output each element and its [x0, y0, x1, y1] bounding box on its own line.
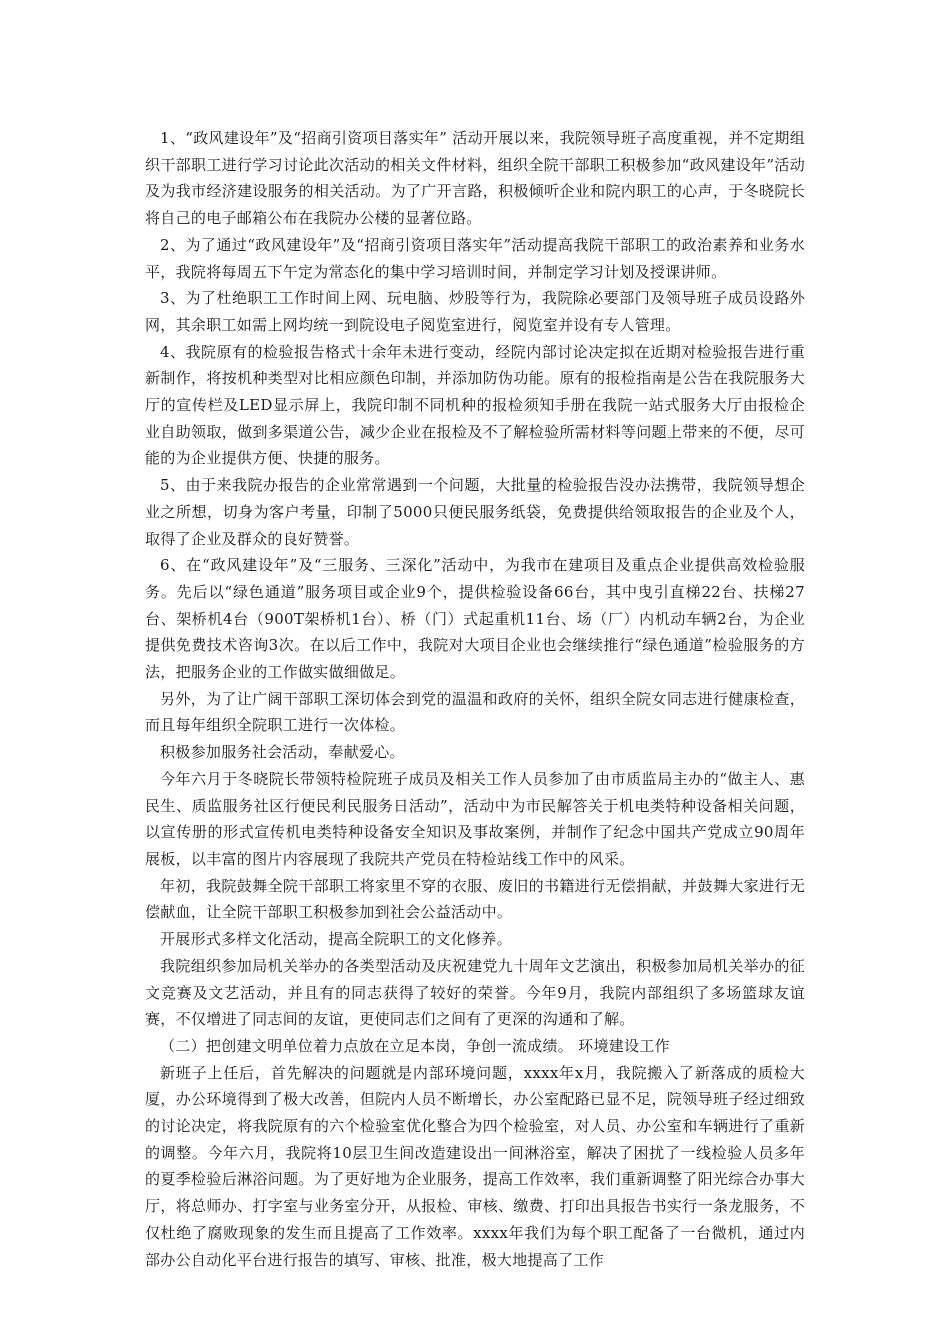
paragraph-6: 6、在“政风建设年”及“三服务、三深化”活动中，为我市在建项目及重点企业提供高效检验服务。先后以“绿色通道”服务项目或企业9个，提供检验设备66台，其中曳引直梯22台、扶梯27台、架桥机4台（900T架桥机1台）、桥（门）式起重机11台、场（厂）内机动车辆2台，为企业提供免费技术咨询3次。在以后工作中，我院对大项目企业也会继续推行“绿色通道”检验服务的方法，把服务企业的工作做实做细做足。	[145, 556, 805, 682]
document-body	[145, 125, 805, 1273]
paragraph-health-check: 另外，为了让广阔干部职工深切体会到党的温温和政府的关怀，组织全院女同志进行健康检查，而且每年组织全院职工进行一次体检。	[145, 689, 805, 735]
paragraph-environment: 新班子上任后，首先解决的问题就是内部环境问题，xxxx年x月，我院搬入了新落成的质检大厦，办公环境得到了极大改善，但院内人员不断增长，办公室配路已显不足，院领导班子经过细致的讨论决定，将我院原有的六个检验室优化整合为四个检验室，对人员、办公室和车辆进行了重新的调整。今年六月，我院将10层卫生间改造建设出一间淋浴室，解决了困扰了一线检验人员多年的夏季检验后淋浴问题。为了更好地为企业服务，提高工作效率，我们重新调整了阳光综合办事大厅，将总师办、打字室与业务室分开，从报检、审核、缴费、打印出具报告书实行一条龙服务，不仅杜绝了腐败现象的发生而且提高了工作效率。xxxx年我们为每个职工配备了一台微机，通过内部办公自动化平台进行报告的填写、审核、批准，极大地提高了工作	[145, 1063, 805, 1269]
section-heading-social-service: 积极参加服务社会活动，奉献爱心。	[160, 743, 405, 762]
paragraph-june-activity: 今年六月于冬晓院长带领特检院班子成员及相关工作人员参加了由市质监局主办的“做主人、惠民生、质监服务社区行便民利民服务日活动”，活动中为市民解答关于机电类特种设备相关问题，以宣传册的形式宣传机电类特种设备安全知识及事故案例，并制作了纪念中国共产党成立90周年展板，以丰富的图片内容展现了我院共产党员在特检站线工作中的风采。	[145, 769, 805, 868]
paragraph-5: 5、由于来我院办报告的企业常常遇到一个问题，大批量的检验报告没办法携带，我院领导想企业之所想，切身为客户考量，印制了5000只便民服务纸袋，免费提供给领取报告的企业及个人，取得了企业及群众的良好赞誉。	[145, 476, 805, 548]
paragraph-2: 2、为了通过“政风建设年”及“招商引资项目落实年”活动提高我院干部职工的政治素养和业务水平，我院将每周五下午定为常态化的集中学习培训时间，并制定学习计划及授课讲师。	[145, 235, 805, 281]
paragraph-3: 3、为了杜绝职工工作时间上网、玩电脑、炒股等行为，我院除必要部门及领导班子成员设路外网，其余职工如需上网均统一到院设电子阅览室进行，阅览室并设有专人管理。	[145, 289, 805, 334]
section-heading-part-two: （二）把创建文明单位着力点放在立足本岗，争创一流成绩。 环境建设工作	[160, 1036, 670, 1055]
paragraph-donation: 年初，我院鼓舞全院干部职工将家里不穿的衣服、废旧的书籍进行无偿捐献，并鼓舞大家进行无偿献血，让全院干部职工积极参加到社会公益活动中。	[145, 876, 805, 922]
paragraph-4: 4、我院原有的检验报告格式十余年未进行变动，经院内部讨论决定拟在近期对检验报告进行重新制作，将按机种类型对比相应颜色印制，并添加防伪功能。原有的报检指南是公告在我院服务大厅的宣传栏及LED显示屏上，我院印制不同机种的报检须知手册在我院一站式服务大厅由报检企业自助领取，做到多渠道公告，减少企业在报检及不了解检验所需材料等问题上带来的不便，尽可能的为企业提供方便、快捷的服务。	[145, 342, 805, 468]
paragraph-1: 1、“政风建设年”及“招商引资项目落实年” 活动开展以来，我院领导班子高度重视，并不定期组织干部职工进行学习讨论此次活动的相关文件材料，组织全院干部职工积极参加“政风建设年”活动及为我市经济建设服务的相关活动。为了广开言路，积极倾听企业和院内职工的心声，于冬晓院长将自己的电子邮箱公布在我院办公楼的显著位路。	[145, 129, 805, 228]
section-heading-culture: 开展形式多样文化活动，提高全院职工的文化修养。	[160, 930, 512, 949]
paragraph-culture-activities: 我院组织参加局机关举办的各类型活动及庆祝建党九十周年文艺演出，积极参加局机关举办的征文竞赛及文艺活动，并且有的同志获得了较好的荣誉。今年9月，我院内部组织了多场篮球友谊赛，不仅增进了同志间的友谊，更使同志们之间有了更深的沟通和了解。	[145, 956, 805, 1029]
